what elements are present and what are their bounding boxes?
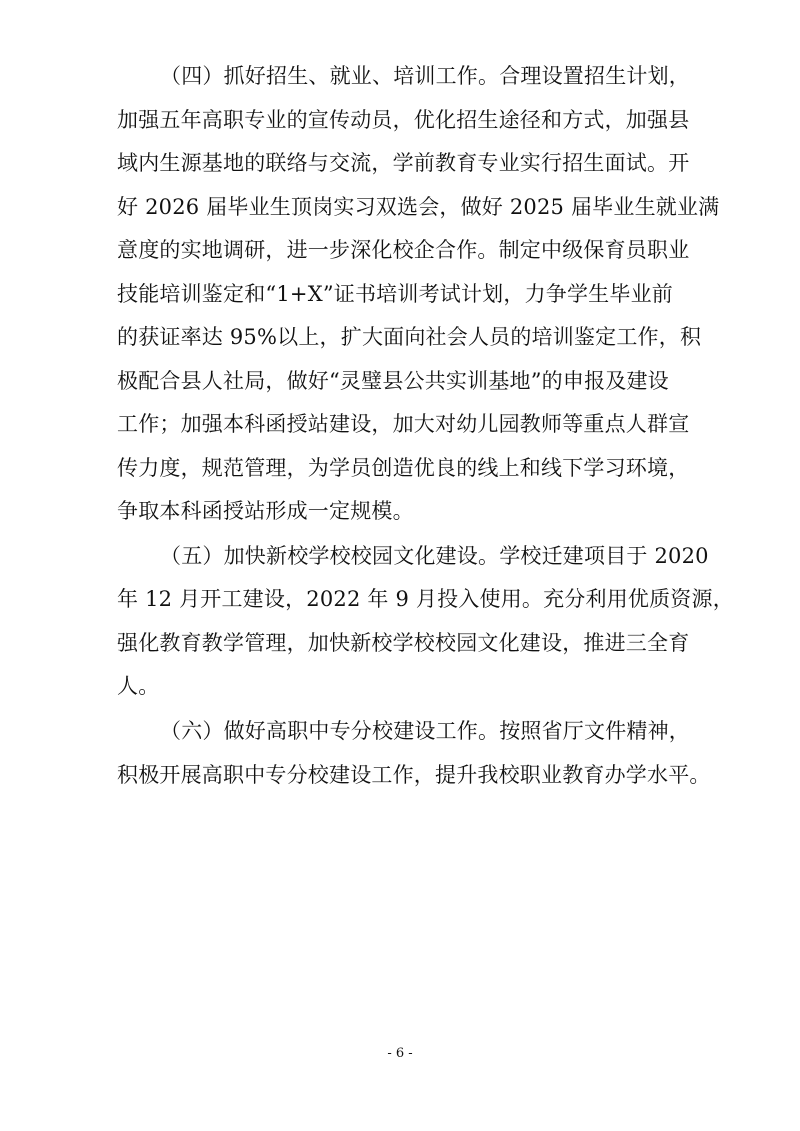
paragraph-line: 人。 <box>117 674 160 698</box>
paragraph-line: 意度的实地调研，进一步深化校企合作。制定中级保育员职业 <box>117 238 690 262</box>
paragraph-line: 好 2026 届毕业生顶岗实习双选会，做好 2025 届毕业生就业满 <box>117 195 720 219</box>
paragraph-line: 强化教育教学管理，加快新校学校校园文化建设，推进三全育 <box>117 631 690 655</box>
paragraph-line: 的获证率达 95%以上，扩大面向社会人员的培训鉴定工作，积 <box>117 325 702 349</box>
paragraph-line: 年 12 月开工建设，2022 年 9 月投入使用。充分利用优质资源， <box>117 587 734 611</box>
page-number: - 6 - <box>387 1046 413 1061</box>
paragraph-line: 工作；加强本科函授站建设，加大对幼儿园教师等重点人群宣 <box>117 412 690 436</box>
paragraph-line: 争取本科函授站形成一定规模。 <box>117 499 414 523</box>
paragraph-line: 传力度，规范管理，为学员创造优良的线上和线下学习环境， <box>117 456 690 480</box>
paragraph-line: （五）加快新校学校校园文化建设。学校迁建项目于 2020 <box>160 544 709 568</box>
paragraph-line: 域内生源基地的联络与交流，学前教育专业实行招生面试。开 <box>117 151 690 175</box>
paragraph-line: 技能培训鉴定和“1+X”证书培训考试计划，力争学生毕业前 <box>117 282 673 306</box>
paragraph-line: （六）做好高职中专分校建设工作。按照省厅文件精神， <box>160 719 690 743</box>
paragraph-line: 极配合县人社局，做好“灵璧县公共实训基地”的申报及建设 <box>117 369 669 393</box>
paragraph-line: （四）抓好招生、就业、培训工作。合理设置招生计划， <box>160 64 690 88</box>
paragraph-line: 积极开展高职中专分校建设工作，提升我校职业教育办学水平。 <box>117 763 711 787</box>
paragraph-line: 加强五年高职专业的宣传动员，优化招生途径和方式，加强县 <box>117 108 690 132</box>
